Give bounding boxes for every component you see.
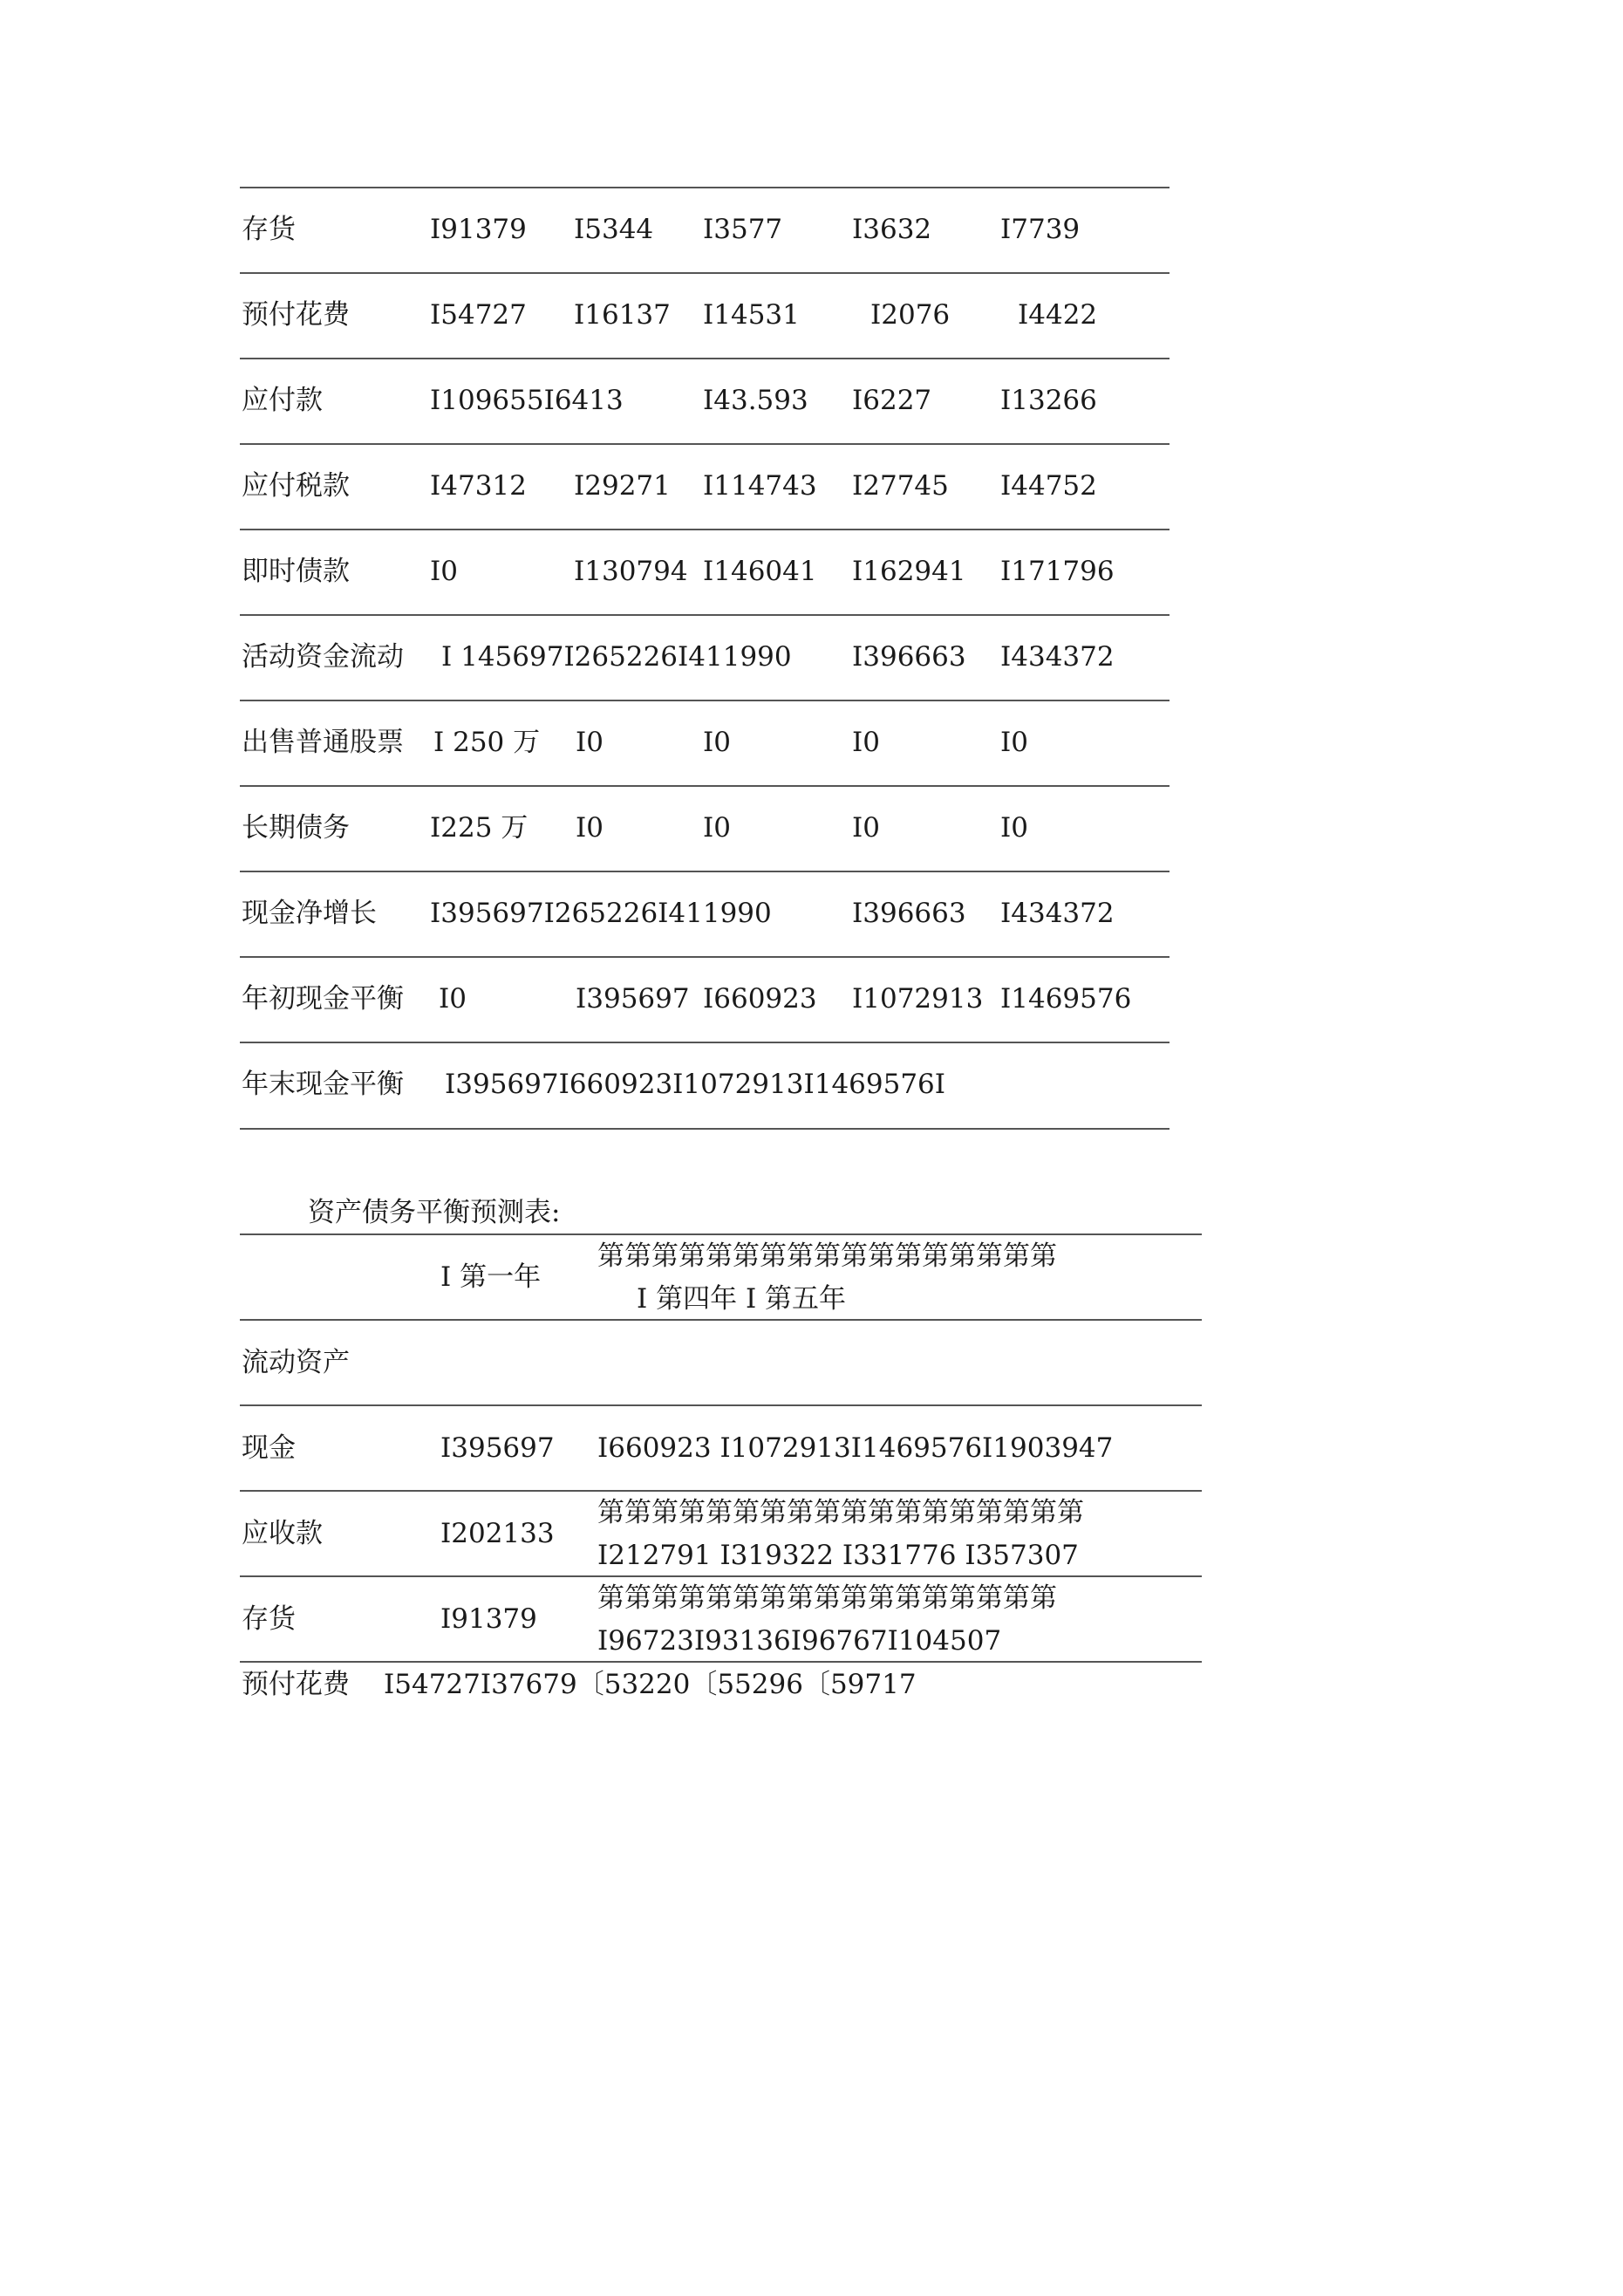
table-rule	[240, 1575, 1202, 1577]
table-cell: I0	[576, 812, 604, 844]
section-label: 流动资产	[242, 1347, 350, 1378]
table-cell: I130794	[574, 556, 688, 587]
row-label: 现金净增长	[242, 898, 377, 929]
table-rule	[240, 272, 1170, 274]
table-rule	[240, 443, 1170, 445]
table-cell: I395697I265226I411990	[430, 898, 772, 929]
table-cell: I0	[852, 727, 880, 758]
table-cell: I0	[576, 727, 604, 758]
row-label: 现金	[242, 1432, 296, 1464]
table-cell: I16137	[574, 299, 671, 331]
table-cell: I109655I6413	[430, 385, 624, 416]
table-cell: I29271	[574, 470, 671, 502]
table-cell: I660923 I1072913I1469576I1903947	[597, 1432, 1114, 1464]
table-rule	[240, 700, 1170, 701]
table-cell: I91379	[440, 1603, 537, 1635]
table-cell: I1072913	[852, 983, 984, 1015]
table-cell: I27745	[852, 470, 949, 502]
table-cell: I7739	[1000, 214, 1081, 245]
table-cell: I3632	[852, 214, 932, 245]
table-cell: I434372	[1000, 641, 1115, 673]
row-label: 长期债务	[242, 812, 350, 844]
table-rule	[240, 956, 1170, 958]
table-rule	[240, 529, 1170, 530]
table-cell: I54727I37679〔53220〔55296〔59717	[384, 1669, 917, 1700]
table-cell: I396663	[852, 898, 966, 929]
table-rule	[240, 358, 1170, 359]
table-cell: I0	[852, 812, 880, 844]
row-label: 应付款	[242, 385, 323, 416]
table-cell: I660923	[703, 983, 817, 1015]
row-label: 即时债款	[242, 556, 350, 587]
table-cell: I6227	[852, 385, 932, 416]
table-cell: I395697	[576, 983, 690, 1015]
table-cell: I2076	[870, 299, 951, 331]
table-cell: I47312	[430, 470, 527, 502]
table-rule	[240, 1404, 1202, 1406]
table-cell: 第第第第第第第第第第第第第第第第第	[597, 1582, 1057, 1614]
table-cell: I434372	[1000, 898, 1115, 929]
table-cell: I0	[703, 727, 731, 758]
table-cell: I5344	[574, 214, 654, 245]
row-label: 年末现金平衡	[242, 1069, 404, 1100]
table-cell: I1469576	[1000, 983, 1132, 1015]
table-cell: I 145697I265226I411990	[441, 641, 792, 673]
table-cell: I4422	[1018, 299, 1098, 331]
table-cell: I54727	[430, 299, 527, 331]
row-label: 出售普通股票	[242, 727, 404, 758]
table-rule	[240, 1661, 1202, 1663]
table-rule	[240, 1233, 1202, 1235]
table-rule	[240, 785, 1170, 787]
table-cell: I395697	[440, 1432, 555, 1464]
table-rule	[240, 187, 1170, 188]
table-rule	[240, 1128, 1170, 1130]
table-cell: I162941	[852, 556, 966, 587]
row-label: 应收款	[242, 1518, 323, 1549]
row-label: 活动资金流动	[242, 641, 404, 673]
row-label: 年初现金平衡	[242, 983, 404, 1015]
table-cell: I13266	[1000, 385, 1097, 416]
row-label: 应付税款	[242, 470, 350, 502]
table-rule	[240, 1042, 1170, 1043]
table-cell: I0	[439, 983, 467, 1015]
table-cell: I3577	[703, 214, 783, 245]
table-cell: I0	[1000, 812, 1028, 844]
column-header: 第第第第第第第第第第第第第第第第第	[597, 1240, 1057, 1272]
table-cell: I0	[703, 812, 731, 844]
row-label: 存货	[242, 214, 296, 245]
table-cell: I114743	[703, 470, 817, 502]
table-rule	[240, 614, 1170, 616]
table-rule	[240, 1319, 1202, 1321]
table-rule	[240, 871, 1170, 872]
table-cell: 第第第第第第第第第第第第第第第第第第	[597, 1497, 1084, 1528]
table-cell: I146041	[703, 556, 817, 587]
column-header: I 第四年 I 第五年	[637, 1283, 847, 1315]
row-label: 预付花费	[242, 1669, 350, 1700]
table-cell: I396663	[852, 641, 966, 673]
column-header: I 第一年	[440, 1261, 542, 1293]
row-label: 预付花费	[242, 299, 350, 331]
table-cell: I91379	[430, 214, 527, 245]
table-title: 资产债务平衡预测表:	[308, 1197, 561, 1228]
table-cell: I44752	[1000, 470, 1097, 502]
table-cell: I225 万	[430, 812, 528, 844]
table-cell: I96723I93136I96767I104507	[597, 1625, 1002, 1657]
table-cell: I14531	[703, 299, 800, 331]
table-cell: I0	[1000, 727, 1028, 758]
table-cell: I202133	[440, 1518, 555, 1549]
table-cell: I171796	[1000, 556, 1115, 587]
table-cell: I43.593	[703, 385, 808, 416]
table-cell: I395697I660923I1072913I1469576I	[445, 1069, 946, 1100]
table-cell: I212791 I319322 I331776 I357307	[597, 1540, 1079, 1571]
table-cell: I 250 万	[433, 727, 541, 758]
row-label: 存货	[242, 1603, 296, 1635]
table-rule	[240, 1490, 1202, 1492]
table-cell: I0	[430, 556, 458, 587]
